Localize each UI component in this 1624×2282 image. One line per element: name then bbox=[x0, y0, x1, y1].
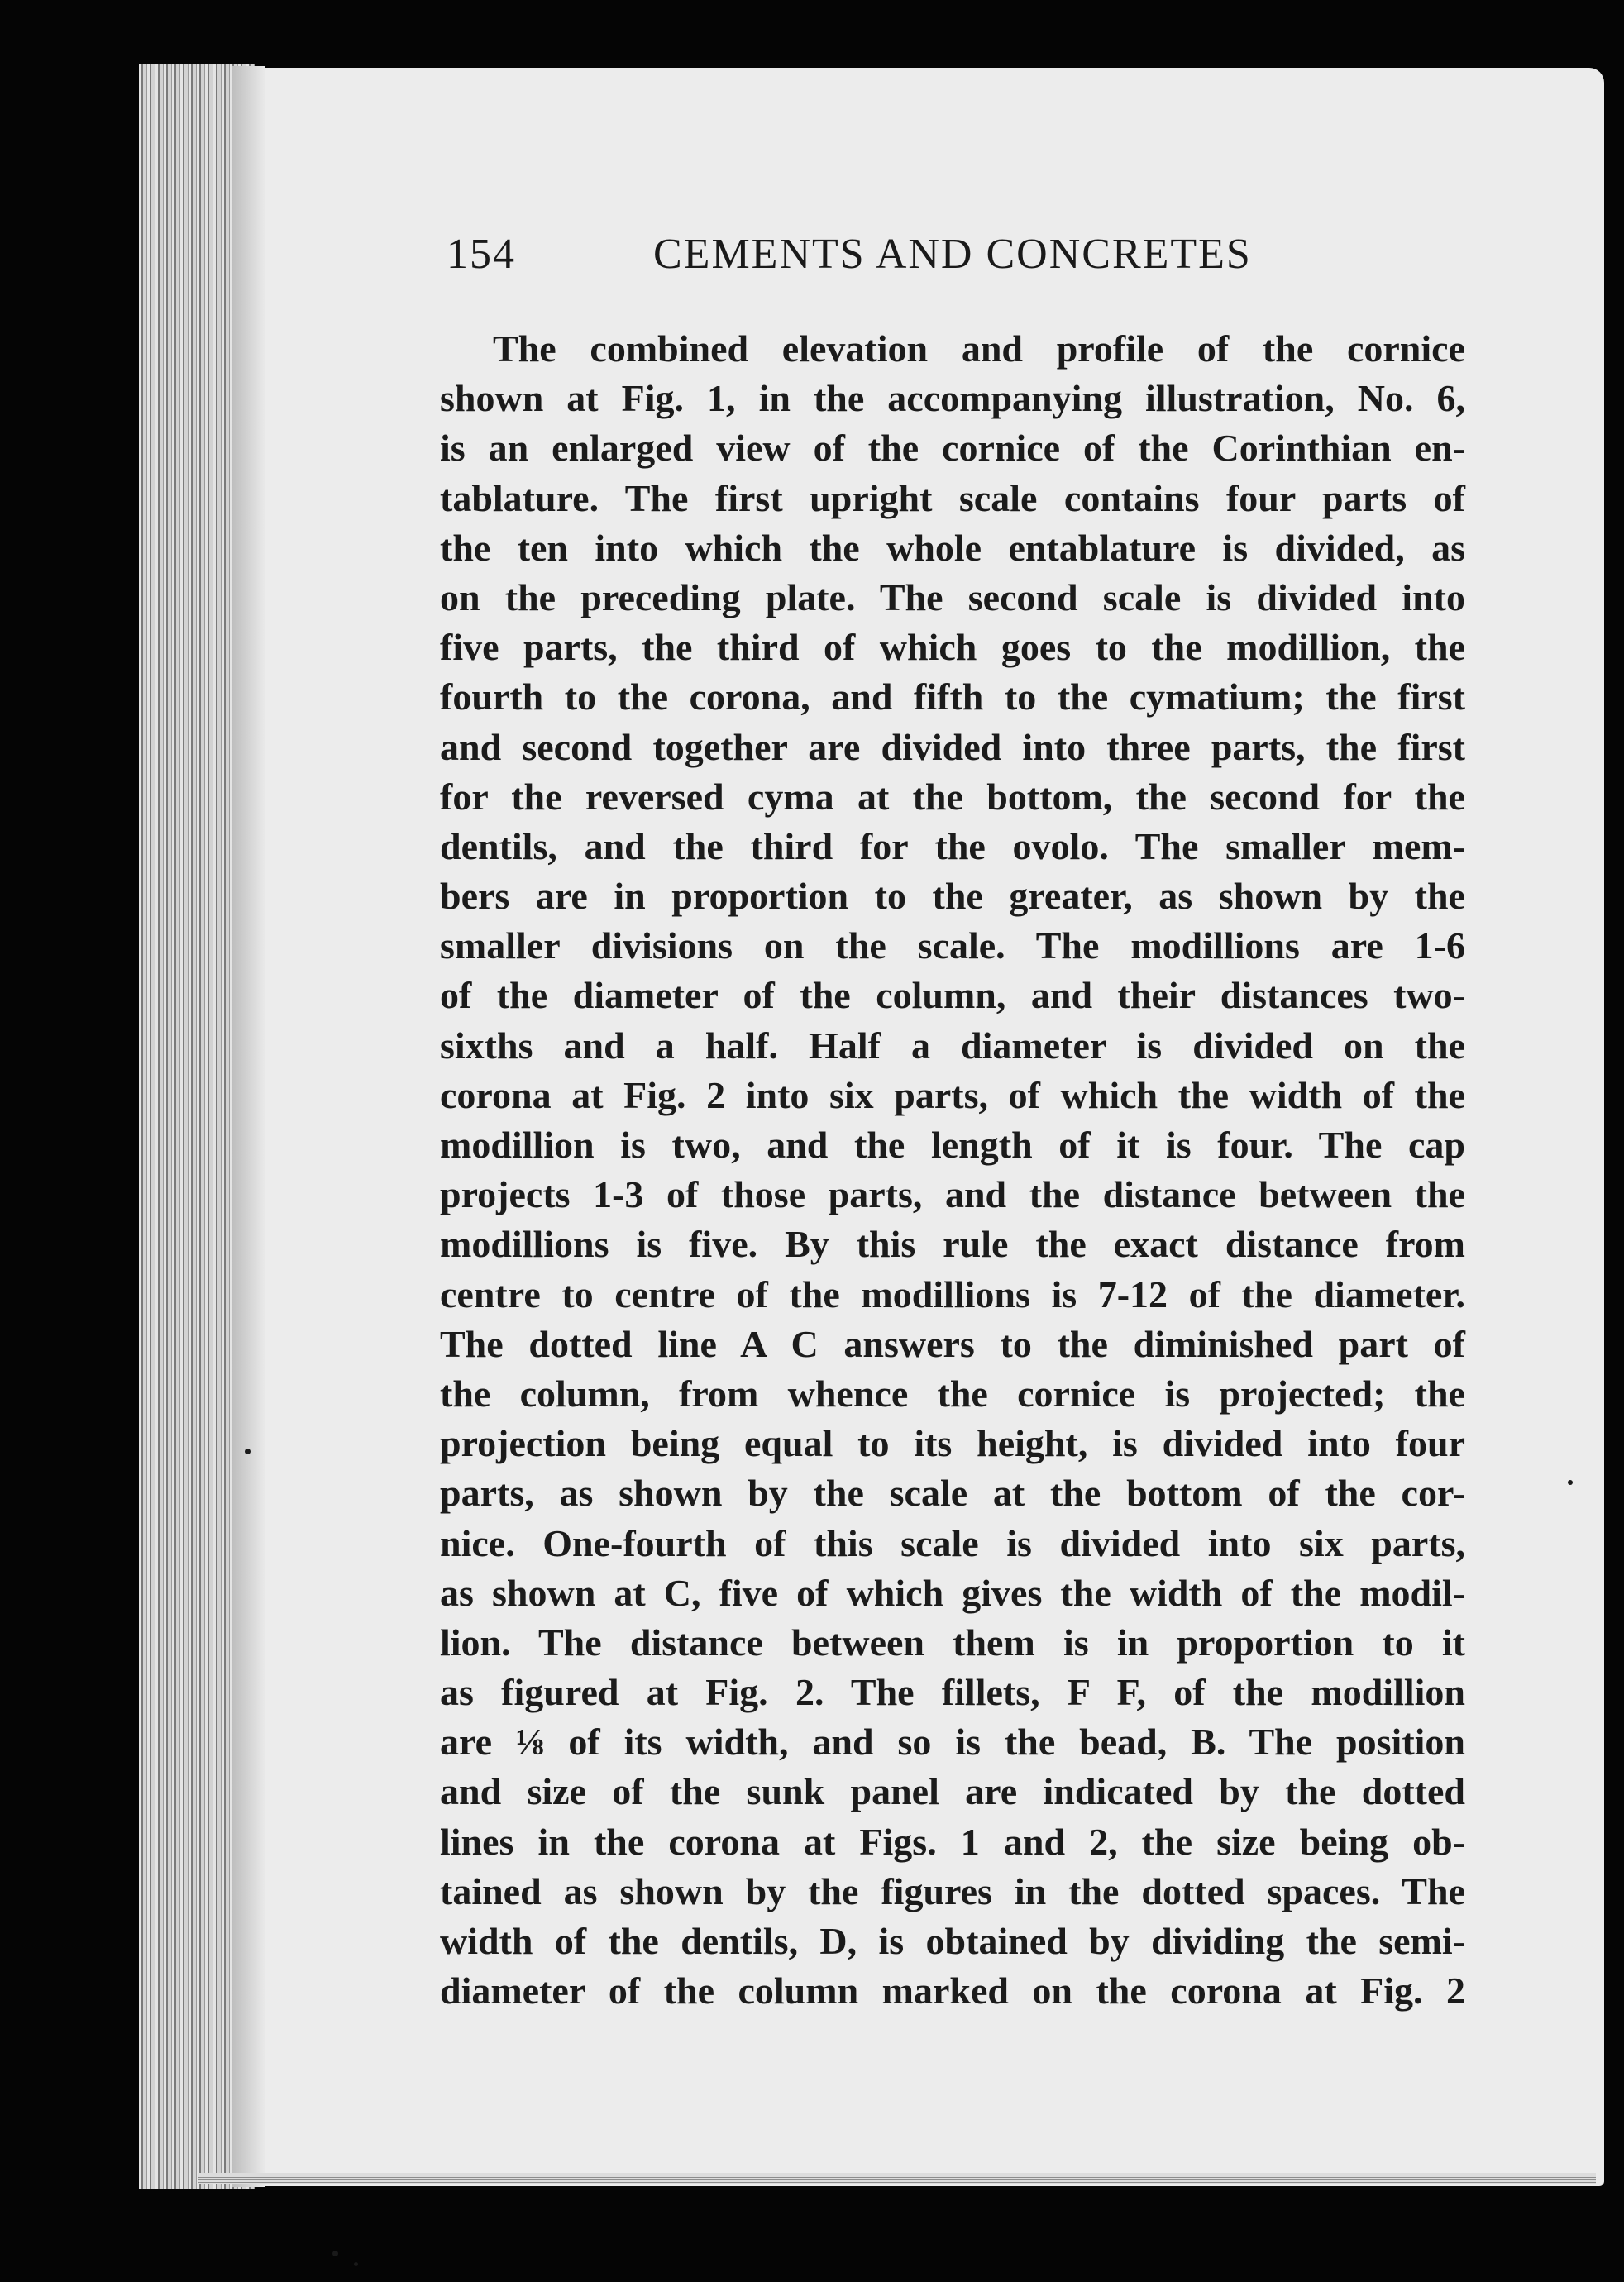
scan-speck bbox=[354, 2262, 358, 2266]
text-line: the column, from whence the cornice is projected; the bbox=[440, 1372, 1465, 1415]
text-line: smaller divisions on the scale. The modillions are 1-6 bbox=[440, 924, 1465, 967]
text-line: on the preceding plate. The second scale is divided into bbox=[440, 575, 1465, 618]
text-line: modillions is five. By this rule the exact distance from bbox=[440, 1223, 1465, 1266]
text-line: centre to centre of the modillions is 7-12 of the diameter. bbox=[440, 1272, 1465, 1315]
text-line: lines in the corona at Figs. 1 and 2, the size being ob- bbox=[440, 1820, 1465, 1863]
text-line: fourth to the corona, and fifth to the cymatium; the first bbox=[440, 676, 1465, 718]
scan-speck bbox=[245, 1449, 251, 1454]
text-line: width of the dentils, D, is obtained by dividing the semi- bbox=[440, 1920, 1465, 1962]
text-line: sixths and a half. Half a diameter is divided on the bbox=[440, 1024, 1465, 1067]
text-line: nice. One-fourth of this scale is divided into six parts, bbox=[440, 1521, 1465, 1564]
text-line: diameter of the column marked on the corona at Fig. 2 bbox=[440, 1969, 1465, 2012]
text-line: parts, as shown by the scale at the bottom of the cor- bbox=[440, 1472, 1465, 1515]
gutter-shadow bbox=[232, 66, 265, 2187]
running-title: CEMENTS AND CONCRETES bbox=[653, 231, 1252, 278]
text-line: lion. The distance between them is in proportion to it bbox=[440, 1621, 1465, 1664]
text-line: as shown at C, five of which gives the width of the modil- bbox=[440, 1571, 1465, 1614]
text-line: is an enlarged view of the cornice of the Corinthian en- bbox=[440, 427, 1465, 470]
running-head bbox=[447, 230, 1290, 296]
text-line: shown at Fig. 1, in the accompanying illustration, No. 6, bbox=[440, 377, 1465, 420]
text-line: projects 1-3 of those parts, and the distance between the bbox=[440, 1173, 1465, 1216]
text-line: bers are in proportion to the greater, as shown by the bbox=[440, 875, 1465, 918]
text-line: the ten into which the whole entablature is divided, as bbox=[440, 526, 1465, 569]
text-line: tablature. The first upright scale contains four parts of bbox=[440, 476, 1465, 519]
text-line: tained as shown by the figures in the dotted spaces. The bbox=[440, 1869, 1465, 1912]
text-line: modillion is two, and the length of it is four. The cap bbox=[440, 1124, 1465, 1166]
text-line: of the diameter of the column, and their distances two- bbox=[440, 974, 1465, 1017]
text-line: as figured at Fig. 2. The fillets, F F, of the modillion bbox=[440, 1671, 1465, 1714]
text-line: and size of the sunk panel are indicated by the dotted bbox=[440, 1770, 1465, 1813]
text-line: The combined elevation and profile of the cornice bbox=[493, 327, 1465, 370]
scan-speck bbox=[1568, 1480, 1573, 1485]
text-line: and second together are divided into three parts, the first bbox=[440, 725, 1465, 768]
text-line: projection being equal to its height, is divided into four bbox=[440, 1422, 1465, 1465]
text-line: for the reversed cyma at the bottom, the second for the bbox=[440, 775, 1465, 818]
page-stack-bottom-edge bbox=[198, 2173, 1596, 2184]
text-line: five parts, the third of which goes to the modillion, the bbox=[440, 626, 1465, 669]
body-paragraph bbox=[440, 324, 1465, 2016]
text-line: The dotted line A C answers to the diminished part of bbox=[440, 1322, 1465, 1365]
text-line: are ⅛ of its width, and so is the bead, B. The position bbox=[440, 1721, 1465, 1764]
scan-speck bbox=[332, 2251, 338, 2256]
text-line: corona at Fig. 2 into six parts, of which the width of the bbox=[440, 1073, 1465, 1116]
page-number: 154 bbox=[447, 231, 516, 278]
text-line: dentils, and the third for the ovolo. The smaller mem- bbox=[440, 824, 1465, 867]
